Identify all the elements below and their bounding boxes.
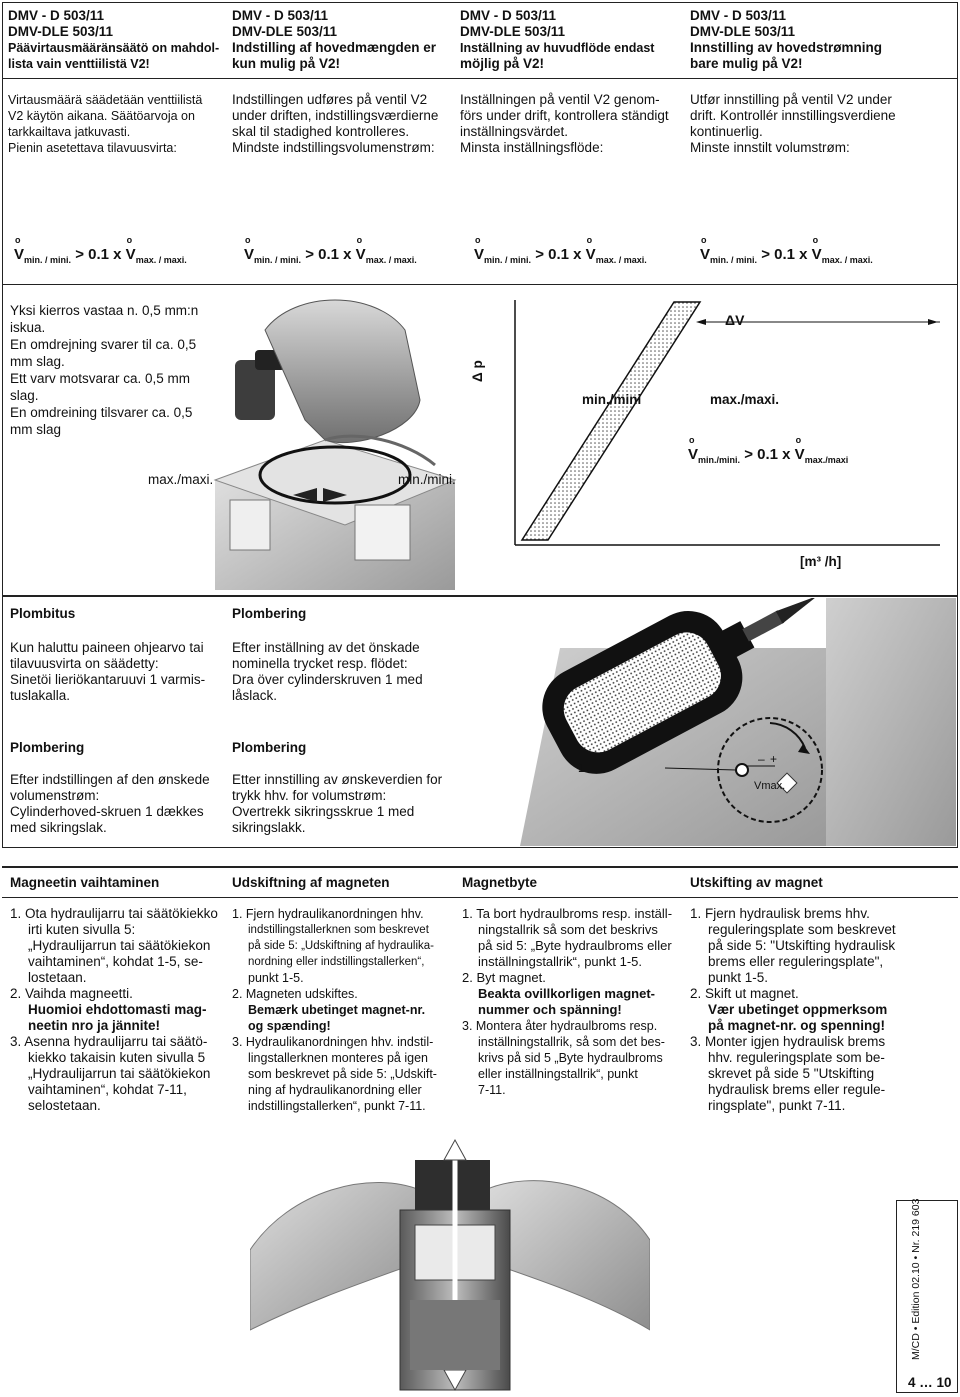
magnet-1-title: Magneetin vaihtaminen xyxy=(10,875,160,890)
photo-min-label: min./mini. xyxy=(398,472,456,487)
graph-min-label: min./mini xyxy=(582,392,642,407)
flow-pressure-diagram xyxy=(470,290,955,590)
magnet-3-title: Magnetbyte xyxy=(462,875,538,890)
edition-label: M/CD • Edition 02.10 • Nr. 219 603 xyxy=(910,1198,922,1360)
formula-3: o $V_{min. / mini.} > 0.1$ x o $V_{max. / maxi.}$ xyxy=(474,246,647,265)
plomb-4-title: Plombering xyxy=(232,740,307,755)
column-3-body: Inställningen på ventil V2 genom- förs under drift, kontrollera ständigt inställningsvärdet. Minsta inställningsflöde: xyxy=(460,92,669,155)
column-2-body: Indstillingen udføres på ventil V2 under driften, indstillingsværdierne skal til stadighed kontrolleres. Mindste indstillingsvolumenstrøm: xyxy=(232,92,439,155)
column-1-body: Virtausmäärä säädetään venttiilistä V2 käytön aikana. Säätöarvoja on tarkkailtava jatkuvasti. Pienin asetettava tilavuusvirta: xyxy=(8,93,203,155)
lacquer-plus-label: + xyxy=(770,752,778,766)
magnet-4-steps: 1. Fjern hydraulisk brems hhv. reguleringsplate som beskrevet på side 5: "Utskifting hydraulisk brems eller reguleringsplate", punkt 1-5. 2. Skift ut magnet. Vær ubetinget oppmerksom på magnet-nr. og spenning! 3. Monter igjen hydraulisk brems hhv. reguleringsplate som be- skrevet på side 5 "Utskifting hydraulisk brems eller regule- ringsplate", punkt 7-11. xyxy=(690,906,896,1113)
plomb-3-body: Efter indstillingen af den ønskede volumenstrøm: Cylinderhoved-skruen 1 dækkes med sikringslak. xyxy=(10,772,210,835)
sealing-lacquer-illustration xyxy=(470,598,956,846)
adjustment-photo xyxy=(205,290,470,590)
magnet-removal-photo xyxy=(250,1130,650,1392)
formula-divider xyxy=(2,284,958,285)
column-4-header: DMV - D 503/11 DMV-DLE 503/11 Innstilling av hovedstrømning bare mulig på V2! xyxy=(690,8,883,71)
lacquer-minus-label: – xyxy=(758,752,765,766)
plomb-2-title: Plombering xyxy=(232,606,307,621)
photo-max-label: max./maxi. xyxy=(148,472,214,487)
column-4-body: Utfør innstilling på ventil V2 under drift. Kontrollér innstillingsverdiene kontinuerlig. Minste innstilt volumstrøm: xyxy=(690,92,896,155)
magnet-4-title: Utskifting av magnet xyxy=(690,875,823,890)
column-1-header: DMV - D 503/11 DMV-DLE 503/11 Päävirtausmääränsäätö on mahdol- lista vain venttiilistä V2! xyxy=(8,8,220,71)
header-divider xyxy=(2,78,958,79)
formula-1: o $V_{min. / mini.} > 0.1$ x o $V_{max. / maxi.}$ xyxy=(14,246,187,265)
formula-2: o $V_{min. / mini.} > 0.1$ x o $V_{max. / maxi.}$ xyxy=(244,246,417,265)
delta-v-label: ΔV xyxy=(725,312,745,328)
magnet-1-steps: 1. Ota hydraulijarru tai säätökiekko irti kuten sivulla 5: „Hydraulijarrun tai säätökiekon vaihtaminen“, kohdat 1-5, se- lostetaan. 2. Vaihda magneetti. Huomioi ehdottomasti mag- neetin nro ja jännite! 3. Asenna hydraulijarru tai säätö- kiekko takaisin kuten sivulla 5 „Hydraulijarrun tai säätökiekon vaihtaminen“, kohdat 7-11, selostetaan. xyxy=(10,906,218,1113)
column-2-header: DMV - D 503/11 DMV-DLE 503/11 Indstilling af hovedmængden er kun mulig på V2! xyxy=(232,8,437,71)
graph-max-label: max./maxi. xyxy=(710,392,780,407)
page-number: 4 … 10 xyxy=(908,1375,952,1390)
formula-4: o $V_{min. / mini.} > 0.1$ x o $V_{max. / maxi.}$ xyxy=(700,246,873,265)
magnet-2-steps: 1. Fjern hydraulikanordningen hhv. indstillingstallerknen som beskrevet på side 5: „Udskiftning af hydraulika- nordning eller indstillingstallerken“, punkt 1-5. 2. Magneten udskiftes. Bemærk ubetinget magnet-nr. og spænding! 3. Hydraulikanordningen hhv. indstil- lingstallerknen monteres på igen som beskrevet på side 5: „Udskift- ning af hydraulikanordning eller indstillingstallerken“, punkt 7-11. xyxy=(232,907,437,1113)
plomb-3-title: Plombering xyxy=(10,740,85,755)
lacquer-vmax-label: Vmax. xyxy=(754,780,786,792)
lacquer-callout-1: 1 xyxy=(578,760,586,775)
footer-frame xyxy=(896,1200,958,1393)
magnet-3-steps: 1. Ta bort hydraulbroms resp. inställ- ningstallrik så som det beskrivs på sid 5: „Byte hydraulbroms eller inställningstallrik“, punkt 1-5. 2. Byt magnet. Beakta ovillkorligen magnet- nummer och spänning! 3. Montera åter hydraulbroms resp. inställningstallrik, så som det bes- krivs på sid 5 „Byte hydraulbroms eller inställningstallrik“, punkt 7-11. xyxy=(462,906,673,1097)
plomb-1-body: Kun haluttu paineen ohjearvo tai tilavuusvirta on säädetty: Sinetöi lieriökantaruuvi 1 varmis- tuslakalla. xyxy=(10,640,206,703)
plomb-2-body: Efter inställning av det önskade nominella trycket resp. flödet: Dra över cylinderskruven 1 med låslack. xyxy=(232,640,423,703)
graph-unit-label: [m³ /h] xyxy=(800,554,842,569)
magnet-header-rule xyxy=(2,897,958,898)
plomb-1-title: Plombitus xyxy=(10,606,76,621)
magnet-2-title: Udskiftning af magneten xyxy=(232,875,390,890)
magnet-top-rule xyxy=(2,866,958,868)
column-3-header: DMV - D 503/11 DMV-DLE 503/11 Inställning av huvudflöde endast möjlig på V2! xyxy=(460,8,655,71)
graph-formula: o $V_{min./mini.} > 0.1$ x o $V_{max./maxi}$ xyxy=(688,446,848,465)
turn-description: Yksi kierros vastaa n. 0,5 mm:n iskua. En omdrejning svarer til ca. 0,5 mm slag. Ett varv motsvarar ca. 0,5 mm slag. En omdreining tilsvarer ca. 0,5 mm slag xyxy=(10,303,199,437)
delta-p-label: Δ p xyxy=(470,360,485,382)
plomb-4-body: Etter innstilling av ønskeverdien for trykk hhv. for volumstrøm: Overtrekk sikringsskrue 1 med sikringslakk. xyxy=(232,772,443,835)
flow-band xyxy=(522,302,700,540)
hand-adjusting-valve-illustration xyxy=(205,290,470,590)
